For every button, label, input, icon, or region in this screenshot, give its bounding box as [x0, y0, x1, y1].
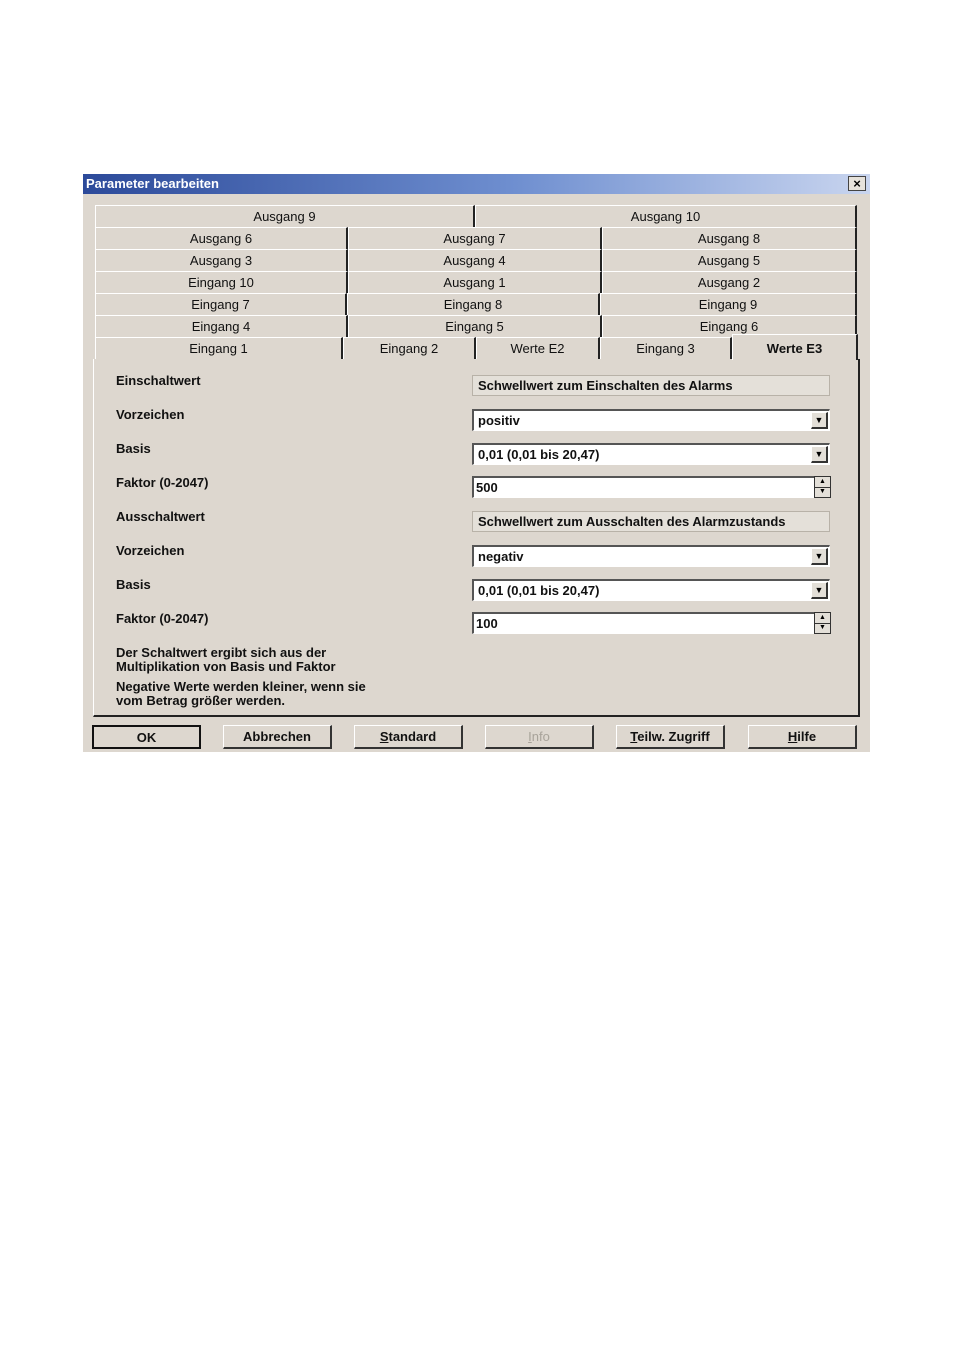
tab-ausgang-1[interactable]: Ausgang 1 — [348, 271, 602, 293]
tab-ausgang-2[interactable]: Ausgang 2 — [602, 271, 857, 293]
vorzeichen-1-select[interactable] — [472, 409, 830, 431]
spin-up-icon[interactable]: ▲ — [815, 477, 830, 488]
tab-eingang-3[interactable]: Eingang 3 — [600, 337, 732, 359]
dropdown-arrow-icon[interactable]: ▼ — [811, 548, 828, 565]
info-label: nfo — [531, 729, 550, 744]
vorzeichen-2-label: Vorzeichen — [116, 543, 185, 558]
standard-mnemonic: S — [379, 729, 389, 744]
tab-ausgang-5[interactable]: Ausgang 5 — [602, 249, 857, 271]
ausschaltwert-label: Ausschaltwert — [116, 509, 205, 524]
dropdown-arrow-icon[interactable]: ▼ — [811, 412, 828, 429]
window-title: Parameter bearbeiten — [86, 176, 219, 191]
note-negative-line-2: vom Betrag größer werden. — [116, 693, 286, 708]
spin-down-icon[interactable]: ▼ — [819, 488, 826, 495]
faktor-2-input[interactable]: 100 — [472, 612, 816, 634]
tab-eingang-6[interactable]: Eingang 6 — [602, 315, 857, 337]
faktor-2-label: Faktor (0-2047) — [116, 611, 209, 626]
teilw-zugriff-button[interactable] — [616, 725, 725, 749]
basis-2-value: 0,01 (0,01 bis 20,47) — [478, 583, 600, 598]
note-schaltwert-line-1: Der Schaltwert ergibt sich aus der — [116, 645, 327, 660]
basis-1-label: Basis — [116, 441, 151, 456]
tab-ausgang-3[interactable]: Ausgang 3 — [95, 249, 348, 271]
faktor-1-input[interactable]: 500 — [472, 476, 816, 498]
vorzeichen-2-value: negativ — [478, 549, 524, 564]
standard-label: tandard — [388, 729, 437, 744]
basis-2-select[interactable] — [472, 579, 830, 601]
abbrechen-button[interactable]: Abbrechen — [223, 725, 332, 749]
tab-ausgang-9[interactable]: Ausgang 9 — [95, 205, 475, 227]
note-schaltwert-line-2: Multiplikation von Basis und Faktor — [116, 659, 336, 674]
tab-werte-e3[interactable]: Werte E3 — [732, 334, 858, 360]
hilfe-label: ilfe — [797, 729, 817, 744]
faktor-2-stepper[interactable] — [814, 612, 831, 634]
tab-ausgang-6[interactable]: Ausgang 6 — [95, 227, 348, 249]
tab-eingang-10[interactable]: Eingang 10 — [95, 271, 348, 293]
tab-eingang-7[interactable]: Eingang 7 — [95, 293, 347, 315]
einschaltwert-info: Schwellwert zum Einschalten des Alarms — [472, 375, 830, 396]
standard-button[interactable] — [354, 725, 463, 749]
vorzeichen-2-select[interactable] — [472, 545, 830, 567]
tab-eingang-8[interactable]: Eingang 8 — [347, 293, 600, 315]
tab-ausgang-8[interactable]: Ausgang 8 — [602, 227, 857, 249]
dropdown-arrow-icon[interactable]: ▼ — [811, 582, 828, 599]
ok-button[interactable]: OK — [92, 725, 201, 749]
ausschaltwert-info: Schwellwert zum Ausschalten des Alarmzustands — [472, 511, 830, 532]
basis-1-value: 0,01 (0,01 bis 20,47) — [478, 447, 600, 462]
parameter-dialog — [83, 174, 870, 752]
tab-ausgang-7[interactable]: Ausgang 7 — [348, 227, 602, 249]
teilw-label: eilw. Zugriff — [637, 729, 710, 744]
note-negative-line-1: Negative Werte werden kleiner, wenn sie — [116, 679, 366, 694]
teilw-mnemonic: T — [630, 729, 638, 744]
vorzeichen-1-value: positiv — [478, 413, 520, 428]
einschaltwert-label: Einschaltwert — [116, 373, 201, 388]
basis-2-label: Basis — [116, 577, 151, 592]
title-bar — [83, 174, 870, 194]
dropdown-arrow-icon[interactable]: ▼ — [811, 446, 828, 463]
vorzeichen-1-label: Vorzeichen — [116, 407, 185, 422]
note-negative-werte — [116, 680, 446, 708]
info-button[interactable] — [485, 725, 594, 749]
tab-eingang-9[interactable]: Eingang 9 — [600, 293, 857, 315]
spin-down-icon[interactable]: ▼ — [819, 624, 826, 631]
basis-1-select[interactable] — [472, 443, 830, 465]
tab-eingang-5[interactable]: Eingang 5 — [348, 315, 602, 337]
tab-ausgang-10[interactable]: Ausgang 10 — [475, 205, 857, 227]
faktor-1-label: Faktor (0-2047) — [116, 475, 209, 490]
tab-eingang-2[interactable]: Eingang 2 — [343, 337, 476, 359]
tab-ausgang-4[interactable]: Ausgang 4 — [348, 249, 602, 271]
close-button[interactable]: × — [848, 176, 866, 191]
tab-werte-e2[interactable]: Werte E2 — [476, 337, 600, 359]
faktor-1-stepper[interactable] — [814, 476, 831, 498]
tab-eingang-4[interactable]: Eingang 4 — [95, 315, 348, 337]
hilfe-mnemonic: H — [787, 729, 798, 744]
info-mnemonic: I — [528, 729, 532, 744]
note-schaltwert — [116, 646, 446, 674]
tab-eingang-1[interactable]: Eingang 1 — [95, 337, 343, 359]
spin-up-icon[interactable]: ▲ — [815, 613, 830, 624]
hilfe-button[interactable] — [748, 725, 857, 749]
